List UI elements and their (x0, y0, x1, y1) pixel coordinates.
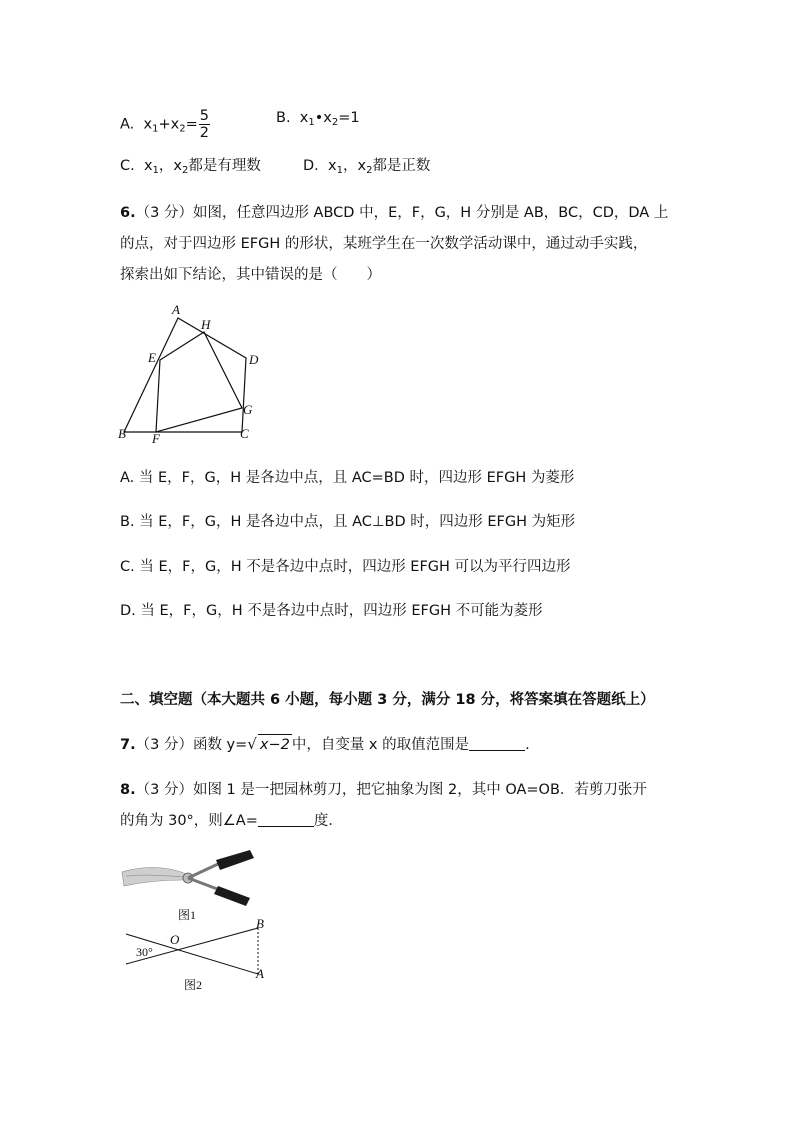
q5-option-b: B. $x_1•x_2=1$ (276, 110, 360, 128)
label-g: G (243, 402, 253, 417)
q8-line-1: 8.（3 分）如图 1 是一把园林剪刀，把它抽象为图 2，其中 OA=OB．若剪刀张开 (120, 782, 647, 798)
label-e: E (148, 350, 156, 365)
shears-icon (122, 850, 254, 906)
q5-option-d: D. $x_1$，$x_2$都是正数 (303, 158, 431, 176)
quadrilateral-efgh (156, 332, 242, 432)
label-h: H (201, 317, 211, 332)
q6-option-a: A. 当 E，F，G，H 是各边中点，且 AC=BD 时，四边形 EFGH 为菱形 (120, 470, 575, 486)
section-heading: 二、填空题（本大题共 6 小题，每小题 3 分，满分 18 分，将答案填在答题纸上） (120, 692, 655, 708)
shears-figure (118, 846, 268, 926)
q6-line-2: 的点，对于四边形 EFGH 的形状，某班学生在一次数学活动课中，通过动手实践， (120, 236, 648, 252)
q6-option-d: D. 当 E，F，G，H 不是各边中点时，四边形 EFGH 不可能为菱形 (120, 603, 543, 619)
q6-option-c: C. 当 E，F，G，H 不是各边中点时，四边形 EFGH 可以为平行四边形 (120, 559, 571, 575)
label-b2: B (256, 916, 264, 931)
label-o: O (170, 932, 180, 947)
q8-line-2: 的角为 30°，则∠A= 度． (120, 813, 343, 829)
angle-figure (118, 916, 278, 996)
label-a2: A (256, 966, 264, 981)
answer-blank-q8[interactable] (258, 812, 314, 827)
q6-option-b: B. 当 E，F，G，H 是各边中点，且 AC⊥BD 时，四边形 EFGH 为矩形 (120, 514, 576, 530)
q6-line-1: 6.（3 分）如图，任意四边形 ABCD 中，E，F，G，H 分别是 AB，BC，CD，DA 上 (120, 205, 669, 221)
angle-label: 30° (136, 945, 153, 959)
answer-blank-q7[interactable] (469, 736, 525, 751)
q5-option-a: A. $x_1+x_2=$ $\frac{5}{2}$ (120, 108, 209, 141)
figure-2-caption: 图2 (184, 978, 203, 992)
figure-1-caption: 图1 (178, 908, 197, 922)
label-d: D (249, 352, 259, 367)
sqrt-icon: √ (247, 735, 257, 753)
label-a: A (172, 302, 180, 317)
fraction-five-halves: $\frac{5}{2}$ (199, 108, 209, 141)
q6-line-3: 探索出如下结论，其中错误的是（ ） (120, 267, 381, 283)
label-f: F (152, 431, 160, 446)
q7-line: 7.（3 分）函数 y=√ x−2 中，自变量 x 的取值范围是 . (120, 735, 530, 753)
q5-option-c: C. $x_1$，$x_2$都是有理数 (120, 158, 261, 176)
quadrilateral-abcd (124, 318, 246, 432)
label-c: C (240, 426, 249, 441)
label-b: B (118, 426, 126, 441)
quadrilateral-figure (110, 298, 270, 448)
